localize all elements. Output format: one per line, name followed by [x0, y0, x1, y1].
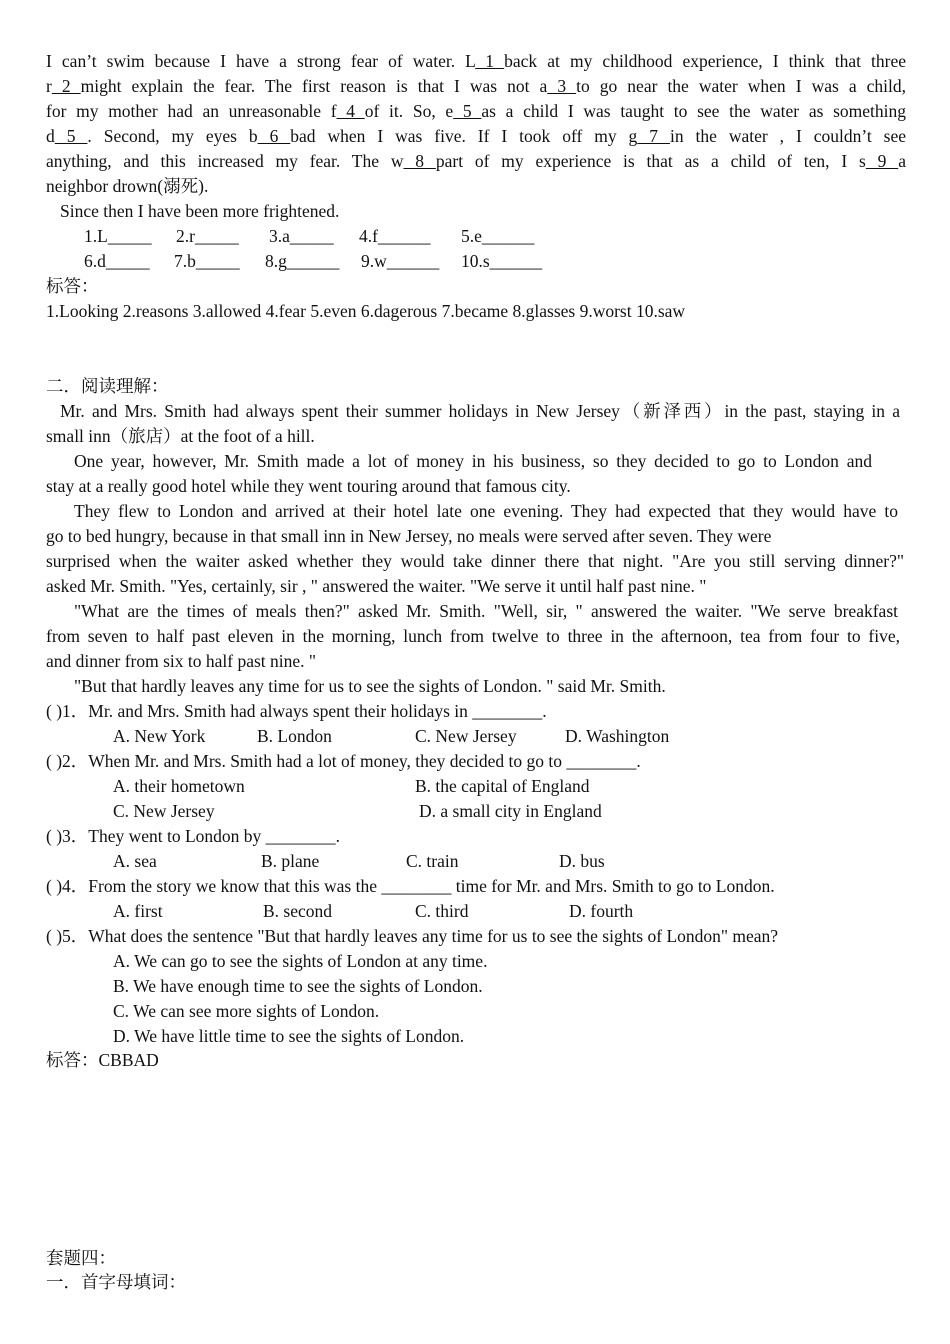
blank-list-item: 9.w______: [361, 251, 440, 271]
reading-p4b: from seven to half past eleven in the morning, lunch from twelve to three in the afternoon, tea from four to five,: [46, 626, 900, 646]
option-c: C. train: [406, 851, 459, 871]
blank-list-item: 6.d_____: [84, 251, 150, 271]
cloze-text: bad when I was five. If I took off my g: [290, 126, 638, 146]
blank-5b: 5: [54, 126, 88, 146]
blank-7: 7: [637, 126, 670, 146]
reading-p3d: asked Mr. Smith. "Yes, certainly, sir , " answered the waiter. "We serve it until half past nine. ": [46, 576, 707, 596]
cloze-text: . Second, my eyes b: [87, 126, 258, 146]
cloze-line-3: [46, 99, 906, 124]
cloze-text: might explain the fear. The first reason is that I was not a: [80, 76, 548, 96]
reading-p5: "But that hardly leaves any time for us to see the sights of London. " said Mr. Smith.: [74, 676, 666, 696]
option-d: D. bus: [559, 851, 605, 871]
option-c: C. We can see more sights of London.: [113, 1001, 380, 1021]
blank-1: 1: [475, 51, 505, 71]
option-a: A. first: [113, 901, 163, 921]
option-c: C. third: [415, 901, 469, 921]
cloze-line-6: neighbor drown(溺死).: [46, 176, 209, 196]
cloze-text: d: [46, 126, 55, 146]
option-b: B. the capital of England: [415, 776, 590, 796]
cloze-line-4: [46, 124, 906, 149]
reading-p1a: Mr. and Mrs. Smith had always spent their summer holidays in New Jersey（新泽西）in the past, staying in a: [60, 401, 900, 421]
blank-8: 8: [403, 151, 436, 171]
blank-2: 2: [51, 76, 81, 96]
option-a: A. New York: [113, 726, 206, 746]
cloze-answers: 1.Looking 2.reasons 3.allowed 4.fear 5.even 6.dagerous 7.became 8.glasses 9.worst 10.saw: [46, 301, 686, 321]
option-c: C. New Jersey: [415, 726, 517, 746]
reading-p3a: They flew to London and arrived at their hotel late one evening. They had expected that they would have to: [74, 501, 898, 521]
cloze-text: of it. So, e: [364, 101, 454, 121]
option-d: D. We have little time to see the sights of London.: [113, 1026, 465, 1046]
option-b: B. second: [263, 901, 333, 921]
option-c: C. New Jersey: [113, 801, 215, 821]
blank-9: 9: [865, 151, 899, 171]
question-2-stem: ( )2．When Mr. and Mrs. Smith had a lot of money, they decided to go to ________.: [46, 751, 641, 771]
reading-p3c: surprised when the waiter asked whether they would take dinner there that night. "Are you still serving dinner?": [46, 551, 904, 571]
cloze-text: to go near the water when I was a child,: [576, 76, 906, 96]
blank-list-item: 1.L_____: [84, 226, 152, 246]
option-a: A. sea: [113, 851, 157, 871]
blank-list-item: 8.g______: [265, 251, 340, 271]
blank-list-item: 2.r_____: [176, 226, 239, 246]
option-a: A. We can go to see the sights of London at any time.: [113, 951, 488, 971]
cloze-text: part of my experience is that as a child of ten, I s: [435, 151, 866, 171]
question-4-stem: ( )4．From the story we know that this was the ________ time for Mr. and Mrs. Smith to go to London.: [46, 876, 775, 896]
blank-6: 6: [257, 126, 291, 146]
blank-list-item: 10.s______: [461, 251, 543, 271]
cloze-answer-label: 标答：: [46, 276, 99, 296]
blank-list-item: 7.b_____: [174, 251, 240, 271]
cloze-line-1: [46, 49, 906, 74]
option-a: A. their hometown: [113, 776, 245, 796]
option-d: D. fourth: [569, 901, 634, 921]
blank-4: 4: [336, 101, 365, 121]
cloze-text: as a child I was taught to see the water as something: [481, 101, 907, 121]
option-b: B. plane: [261, 851, 320, 871]
blank-list-item: 5.e______: [461, 226, 535, 246]
blank-list-item: 3.a_____: [269, 226, 334, 246]
cloze-text: for my mother had an unreasonable f: [46, 101, 337, 121]
option-d: D. Washington: [565, 726, 670, 746]
cloze-text: I can’t swim because I have a strong fear of water. L: [46, 51, 476, 71]
cloze-text: anything, and this increased my fear. The w: [46, 151, 404, 171]
reading-answer: 标答：CBBAD: [46, 1050, 159, 1070]
option-b: B. London: [257, 726, 332, 746]
cloze-text: in the water , I couldn’t see: [669, 126, 907, 146]
section-heading-reading: 二．阅读理解：: [46, 376, 169, 396]
question-3-stem: ( )3．They went to London by ________.: [46, 826, 341, 846]
reading-p2b: stay at a really good hotel while they went touring around that famous city.: [46, 476, 571, 496]
next-set-heading: 套题四：: [46, 1248, 116, 1268]
question-1-stem: ( )1．Mr. and Mrs. Smith had always spent their holidays in ________.: [46, 701, 547, 721]
option-b: B. We have enough time to see the sights of London.: [113, 976, 483, 996]
reading-p4c: and dinner from six to half past nine. ": [46, 651, 317, 671]
option-d: D. a small city in England: [419, 801, 602, 821]
blank-list-item: 4.f______: [359, 226, 431, 246]
cloze-text: a: [898, 151, 906, 171]
cloze-text: back at my childhood experience, I think that three: [504, 51, 907, 71]
cloze-line-2: [46, 74, 906, 99]
reading-p1b: small inn（旅店）at the foot of a hill.: [46, 426, 315, 446]
blank-3: 3: [547, 76, 577, 96]
blank-5: 5: [453, 101, 482, 121]
next-set-subheading: 一．首字母填词：: [46, 1272, 186, 1292]
reading-p4a: "What are the times of meals then?" asked Mr. Smith. "Well, sir, " answered the waiter. "We serve breakfast: [74, 601, 898, 621]
cloze-line-7: Since then I have been more frightened.: [60, 201, 340, 221]
question-5-stem: ( )5．What does the sentence "But that hardly leaves any time for us to see the sights of London" mean?: [46, 926, 779, 946]
cloze-line-5: [46, 149, 906, 174]
reading-p3b: go to bed hungry, because in that small inn in New Jersey, no meals were served after seven. They were: [46, 526, 772, 546]
reading-p2a: One year, however, Mr. Smith made a lot of money in his business, so they decided to go to London and: [74, 451, 872, 471]
cloze-text: r: [46, 76, 52, 96]
